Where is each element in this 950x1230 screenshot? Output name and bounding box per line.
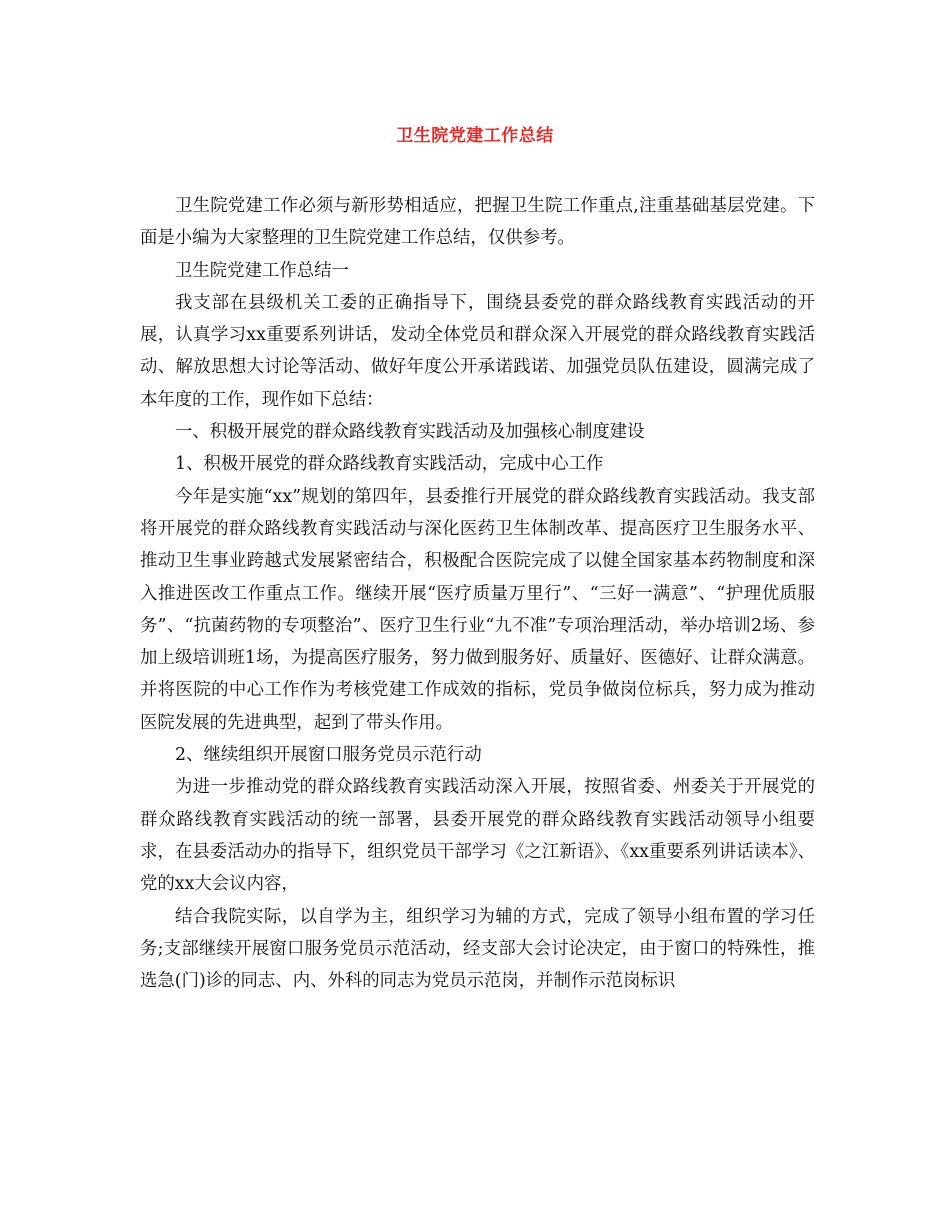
section-heading: 一、积极开展党的群众路线教育实践活动及加强核心制度建设 xyxy=(175,422,645,443)
subsection-heading: 2、继续组织开展窗口服务党员示范行动 xyxy=(175,745,482,766)
subsection-heading: 1、积极开展党的群众路线教育实践活动，完成中心工作 xyxy=(175,454,604,475)
paragraph: 卫生院党建工作必须与新形势相适应，把握卫生院工作重点,注重基础基层党建。下面是小编为大家整理的卫生院党建工作总结，仅供参考。 xyxy=(140,196,815,249)
section-heading: 卫生院党建工作总结一 xyxy=(175,260,349,281)
document-body xyxy=(140,190,815,997)
paragraph: 为进一步推动党的群众路线教育实践活动深入开展，按照省委、州委关于开展党的群众路线教育实践活动的统一部署，县委开展党的群众路线教育实践活动领导小组要求，在县委活动办的指导下，组织党员干部学习《之江新语》、《xx重要系列讲话读本》、党的xx大会议内容， xyxy=(140,777,815,895)
document-title: 卫生院党建工作总结 xyxy=(396,126,554,146)
paragraph: 结合我院实际，以自学为主，组织学习为辅的方式，完成了领导小组布置的学习任务;支部继续开展窗口服务党员示范活动，经支部大会讨论决定，由于窗口的特殊性，推选急(门)诊的同志、内、外科的同志为党员示范岗，并制作示范岗标识 xyxy=(140,906,815,992)
paragraph: 今年是实施“xx”规划的第四年，县委推行开展党的群众路线教育实践活动。我支部将开展党的群众路线教育实践活动与深化医药卫生体制改革、提高医疗卫生服务水平、推动卫生事业跨越式发展紧密结合，积极配合医院完成了以健全国家基本药物制度和深入推进医改工作重点工作。继续开展“医疗质量万里行”、“三好一满意”、“护理优质服务”、“抗菌药物的专项整治”、医疗卫生行业“九不准”专项治理活动，举办培训2场、参加上级培训班1场，为提高医疗服务，努力做到服务好、质量好、医德好、让群众满意。并将医院的中心工作作为考核党建工作成效的指标，党员争做岗位标兵，努力成为推动医院发展的先进典型，起到了带头作用。 xyxy=(140,486,815,733)
paragraph: 我支部在县级机关工委的正确指导下，围绕县委党的群众路线教育实践活动的开展，认真学习xx重要系列讲话，发动全体党员和群众深入开展党的群众路线教育实践活动、解放思想大讨论等活动、做好年度公开承诺践诺、加强党员队伍建设，圆满完成了本年度的工作，现作如下总结： xyxy=(140,292,815,410)
